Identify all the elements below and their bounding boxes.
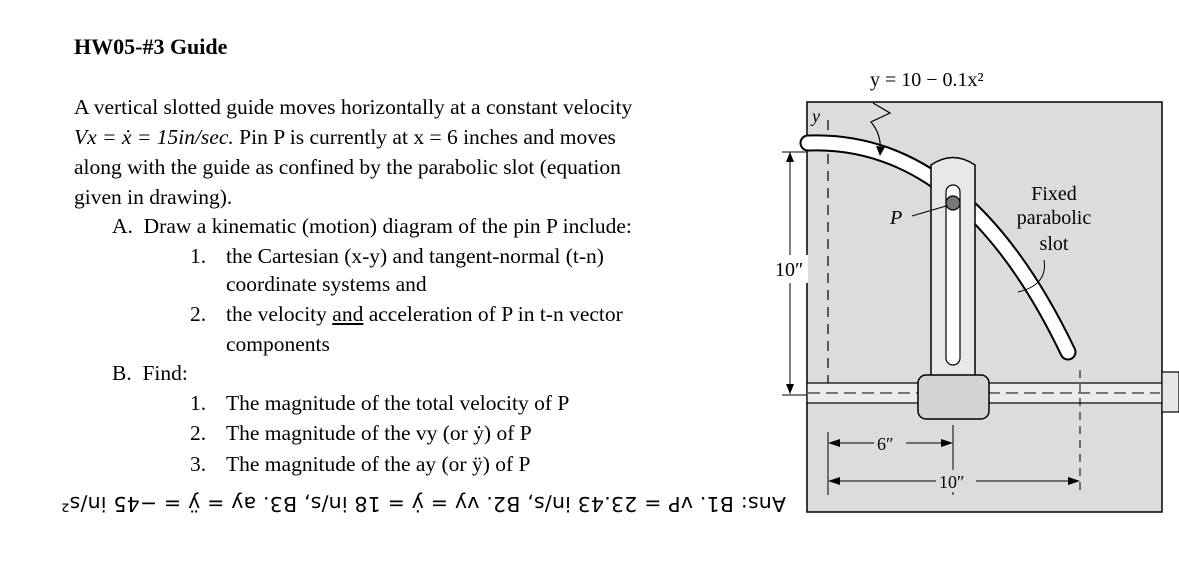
item-a1-number: 1. [190,244,207,268]
pin-label: P [890,207,903,229]
part-b-label: B. [112,361,132,385]
intro-line-1: A vertical slotted guide moves horizontally at a constant velocity [74,95,633,119]
item-a2-line-2: components [226,332,330,356]
vertical-slot [946,185,960,365]
part-a-text: Draw a kinematic (motion) diagram of the pin P include: [143,214,632,238]
rod-end [1162,372,1179,412]
item-b1-number: 1. [190,391,207,415]
item-b1-text: The magnitude of the total velocity of P [226,391,570,415]
dim-6-label: 6″ [877,434,894,454]
intro-line-2-text: Pin P is currently at x = 6 inches and moves [233,125,616,149]
answer-line-upside-down: Ans: B1. vP = 23.43 in/s, B2. vy = ẏ = 18 in/s, B3. ay = ÿ = −45 in/s² [61,492,786,516]
item-a1-line-2: coordinate systems and [226,272,427,296]
item-a2-and: and [332,302,364,326]
height-dimension-label: 10″ [775,259,804,281]
item-b2-text: The magnitude of the vy (or ẏ) of P [226,421,532,445]
y-axis-label: y [812,106,820,126]
item-a2-pre: the velocity [226,302,333,326]
figure-plate [807,102,1162,512]
parabola-equation: y = 10 − 0.1x² [870,69,984,91]
fixed-label-1: Fixed [1031,183,1077,205]
item-a1-line-1: the Cartesian (x-y) and tangent-normal (t-n) [226,244,604,268]
item-b3-text: The magnitude of the ay (or ÿ) of P [226,452,531,476]
intro-line-4: given in drawing). [74,185,233,209]
item-b3-number: 3. [190,452,207,476]
pin-p [946,196,960,210]
dim-10-label: 10″ [939,472,965,492]
item-b2-number: 2. [190,421,207,445]
part-a-label: A. [112,214,133,238]
velocity-equation: Vx = ẋ = 15in/sec. [74,125,234,149]
fixed-label-2: parabolic [1016,207,1092,229]
fixed-label-3: slot [1039,233,1069,255]
item-a2-number: 2. [190,302,207,326]
page-title: HW05-#3 Guide [74,34,228,59]
item-a2-post: acceleration of P in t-n vector [363,302,623,326]
intro-line-3: along with the guide as confined by the parabolic slot (equation [74,155,621,179]
part-b-text: Find: [142,361,188,385]
guide-collar [918,375,989,419]
